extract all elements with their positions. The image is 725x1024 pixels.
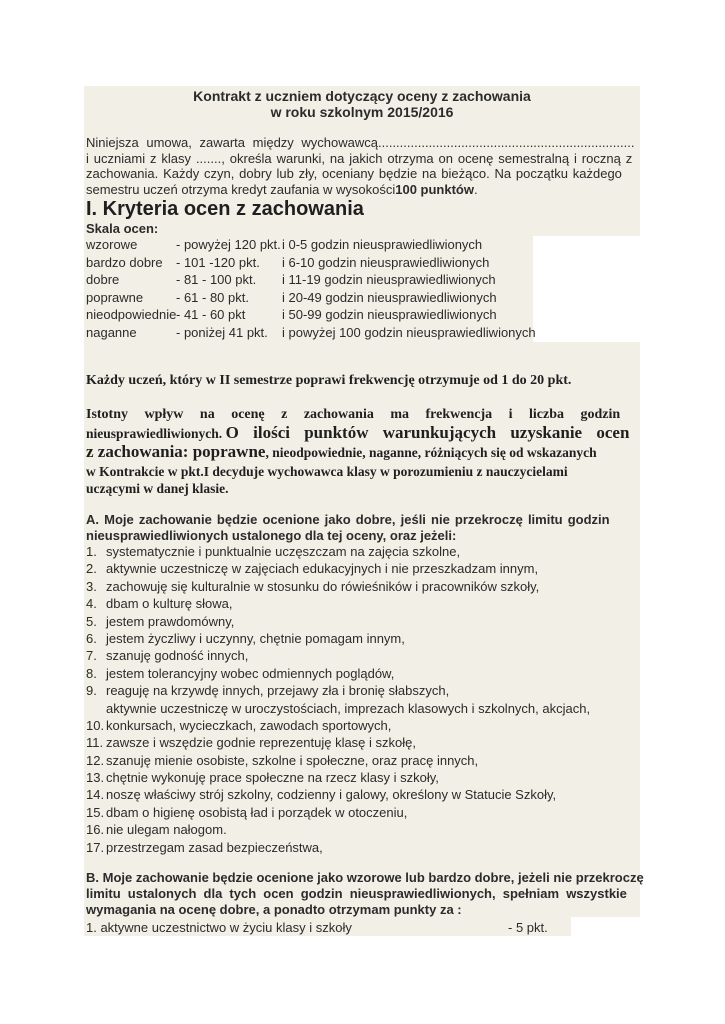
impact-line3a: z zachowania: poprawne — [86, 442, 266, 461]
scale-points: - 101 -120 pkt. — [176, 254, 260, 270]
list-item — [86, 648, 590, 665]
sectionB-heading-line1: B. Moje zachowanie będzie ocenione jako wzorowe lub bardzo dobre, jeżeli nie przekroczę — [86, 870, 644, 885]
list-item — [86, 770, 590, 787]
scale-row — [86, 324, 536, 343]
scale-hours: i powyżej 100 godzin nieusprawiedliwionych — [282, 324, 536, 340]
scale-hours: i 20-49 godzin nieusprawiedliwionych — [282, 289, 497, 305]
list-item-text: aktywnie uczestniczę w zajęciach edukacyjnych i nie przeszkadzam innym, — [106, 561, 539, 577]
list-item-text: reaguję na krzywdę innych, przejawy zła i bronię słabszych, — [106, 683, 450, 699]
list-item — [86, 579, 590, 596]
list-item-number: 16. — [86, 822, 105, 838]
scale-row — [86, 290, 531, 308]
list-item-number: 14. — [86, 787, 105, 803]
list-item-number: 1. — [86, 544, 97, 559]
list-item-text: szanuję mienie osobiste, szkolne i społeczne, oraz pracę innych, — [106, 752, 479, 768]
list-item — [86, 787, 590, 804]
list-item-text: szanuję godność innych, — [106, 648, 249, 664]
scale-grade: wzorowe — [86, 237, 138, 252]
list-item — [86, 614, 590, 631]
scale-row — [86, 307, 531, 325]
list-item — [86, 840, 590, 857]
list-item-text: noszę właściwy strój szkolny, codzienny i galowy, określony w Statucie Szkoły, — [106, 787, 557, 803]
list-item-number: 10. — [86, 717, 105, 733]
list-item-number: 11. — [86, 735, 104, 751]
list-item-number: 17. — [86, 839, 105, 855]
scale-points: - 41 - 60 pkt — [176, 307, 246, 322]
scale-grade: nieodpowiednie — [86, 307, 177, 322]
scale-grade: bardzo dobre — [86, 254, 163, 270]
list-item-text: nie ulegam nałogom. — [106, 822, 227, 838]
scale-hours: i 50-99 godzin nieusprawiedliwionych — [282, 307, 497, 322]
scale-points: - 61 - 80 pkt. — [176, 289, 249, 305]
sectionB-heading — [86, 870, 644, 918]
list-item-number: 5. — [86, 613, 97, 629]
scale-label: Skala ocen: — [86, 221, 159, 236]
list-item-text: dbam o higienę osobistą ład i porządek w otoczeniu, — [106, 804, 408, 820]
intro-line1: Niniejsza umowa, zawarta między wychowawcą — [86, 135, 378, 150]
impact-line4: w Kontrakcie w pkt.I decyduje wychowawca klasy w porozumieniu z nauczycielami — [86, 463, 568, 479]
list-item — [86, 666, 590, 683]
list-item-number: 12. — [86, 752, 105, 768]
list-item-text: jestem prawdomówny, — [106, 613, 235, 629]
list-item-text: systematycznie i punktualnie uczęszczam na zajęcia szkolne, — [106, 544, 461, 559]
list-item — [86, 805, 590, 822]
list-item-text: chętnie wykonuję prace społeczne na rzecz klasy i szkoły, — [106, 770, 439, 786]
scale-points: - powyżej 120 pkt. — [176, 237, 281, 252]
list-item-number: 15. — [86, 804, 105, 820]
sectionA-heading-line2: nieusprawiedliwionych ustalonego dla tej oceny, oraz jeżeli: — [86, 528, 457, 543]
list-item-text: jestem tolerancyjny wobec odmiennych poglądów, — [106, 665, 395, 681]
impact-line3b: , nieodpowiednie, naganne, różniących się od wskazanych — [265, 445, 597, 460]
scale-points: - poniżej 41 pkt. — [176, 324, 268, 340]
list-item — [86, 822, 590, 839]
intro-credit-points: 100 punktów — [395, 181, 474, 197]
sectionB-item1: 1. aktywne uczestnictwo w życiu klasy i szkoły — [86, 920, 352, 935]
scale-grade: dobre — [86, 272, 120, 287]
list-item — [86, 701, 590, 718]
impact-line1: Istotny wpływ na ocenę z zachowania ma frekwencja i liczba godzin — [86, 407, 621, 422]
intro-line4: semestru uczeń otrzyma kredyt zaufania w wysokości — [86, 181, 396, 197]
list-item-number: 2. — [86, 561, 97, 577]
list-item-text: aktywnie uczestniczę w uroczystościach, imprezach klasowych i szkolnych, akcjach, — [106, 700, 591, 716]
list-item — [86, 561, 590, 578]
scale-row — [86, 255, 531, 273]
sectionB-heading-line3: wymagania na ocenę dobre, a ponadto otrzymam punkty za : — [86, 902, 462, 917]
scale-row — [86, 237, 531, 255]
list-item — [86, 718, 590, 735]
scale-points: - 81 - 100 pkt. — [176, 272, 257, 287]
list-item-text: przestrzegam zasad bezpieczeństwa, — [106, 839, 323, 855]
list-item-number: 8. — [86, 665, 97, 681]
list-item — [86, 753, 590, 770]
scale-hours: i 6-10 godzin nieusprawiedliwionych — [282, 254, 490, 270]
impact-line2b: O ilości punktów warunkujących uzyskanie ocen — [225, 422, 630, 442]
sectionA-list — [86, 544, 590, 857]
intro-line2: i uczniami z klasy ......., określa warunki, na jakich otrzyma on ocenę semestralną i roczną z — [86, 150, 633, 166]
impact-line2a: nieusprawiedliwionych. — [86, 425, 223, 441]
document-title-line2: w roku szkolnym 2015/2016 — [270, 104, 454, 120]
sectionA-heading-line1: A. Moje zachowanie będzie ocenione jako dobre, jeśli nie przekroczę limitu godzin — [86, 512, 610, 527]
scale-hours: i 11-19 godzin nieusprawiedliwionych — [282, 272, 496, 287]
list-item-text: dbam o kulturę słowa, — [106, 596, 233, 612]
sectionA-heading — [86, 512, 610, 544]
list-item — [86, 596, 590, 613]
list-item — [86, 735, 590, 752]
scale-grade: poprawne — [86, 289, 144, 305]
list-item-text: jestem życzliwy i uczynny, chętnie pomagam innym, — [106, 630, 405, 646]
intro-period: . — [473, 181, 478, 197]
scale-row — [86, 272, 531, 290]
list-item-text: konkursach, wycieczkach, zawodach sportowych, — [106, 717, 392, 733]
document-title-line1: Kontrakt z uczniem dotyczący oceny z zachowania — [193, 88, 531, 104]
scale-hours: i 0-5 godzin nieusprawiedliwionych — [282, 237, 483, 252]
list-item-text: zawsze i wszędzie godnie reprezentuję klasę i szkołę, — [106, 735, 416, 751]
sectionB-item1-points: - 5 pkt. — [508, 920, 548, 935]
intro-dots: ....................................................................... — [378, 135, 635, 150]
impact-line5: uczącymi w danej klasie. — [86, 481, 229, 496]
list-item-number: 4. — [86, 596, 97, 612]
list-item-number: 6. — [86, 630, 97, 646]
list-item — [86, 683, 590, 700]
list-item-number: 9. — [86, 683, 97, 699]
scale-table — [86, 237, 536, 342]
list-item-number: 7. — [86, 648, 97, 664]
intro-paragraph — [86, 135, 638, 197]
list-item-text: zachowuję się kulturalnie w stosunku do rówieśników i pracowników szkoły, — [106, 578, 540, 594]
list-item — [86, 631, 590, 648]
list-item-number: 3. — [86, 578, 97, 594]
list-item — [86, 544, 590, 561]
impact-paragraph — [86, 406, 638, 498]
list-item-number: 13. — [86, 770, 105, 786]
attendance-note: Każdy uczeń, który w II semestrze poprawi frekwencję otrzymuje od 1 do 20 pkt. — [86, 373, 572, 388]
section1-heading: I. Kryteria ocen z zachowania — [86, 198, 364, 220]
intro-line3: zachowania. Każdy czyn, dobry lub zły, oceniany będzie na bieżąco. Na początku każdego — [86, 166, 622, 181]
scale-grade: naganne — [86, 324, 137, 340]
sectionB-heading-line2: limitu ustalonych dla tych ocen godzin nieusprawiedliwionych, spełniam wszystkie — [86, 886, 627, 901]
